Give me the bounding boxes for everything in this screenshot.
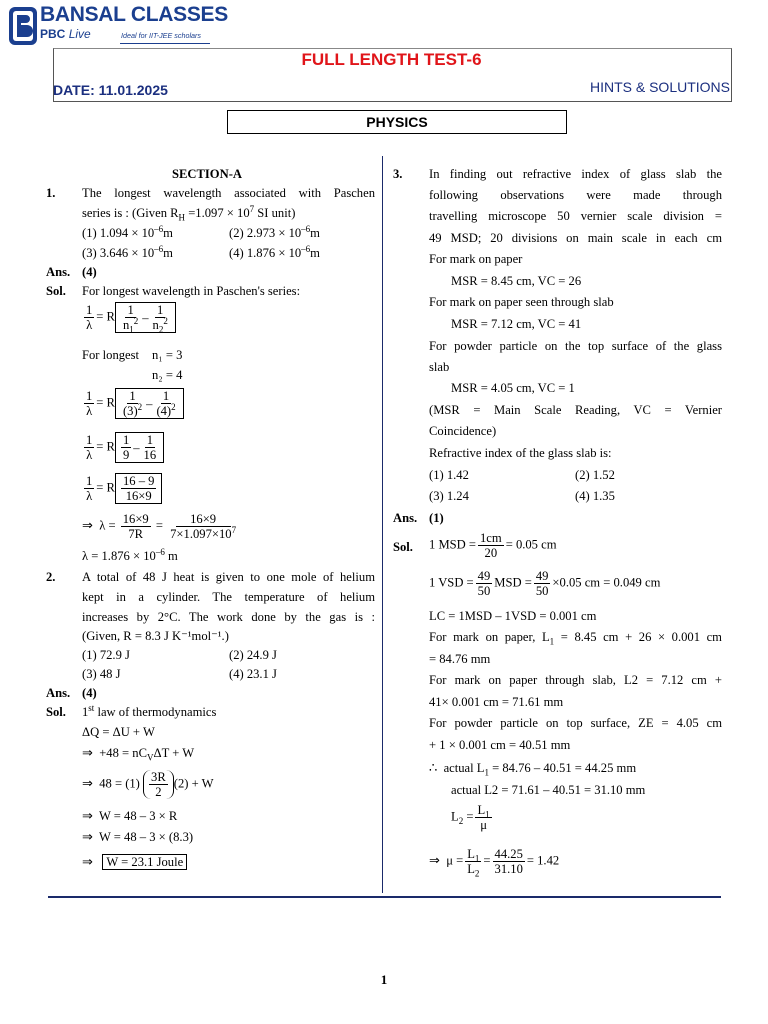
solution-text: 1st law of thermodynamics bbox=[82, 702, 217, 719]
question-text: In finding out refractive index of glass slab the bbox=[429, 167, 722, 181]
brand-subname: PBC Live bbox=[40, 27, 91, 41]
answer-label: Ans. bbox=[46, 265, 71, 279]
question-text: Refractive index of the glass slab is: bbox=[429, 446, 612, 460]
brand-underline bbox=[120, 43, 210, 44]
option-2: (2) 24.9 J bbox=[229, 648, 277, 662]
question-text: slab bbox=[429, 360, 450, 374]
option-1: (1) $1.094 \times 10^{-6}m$ bbox=[82, 223, 173, 240]
answer-label: Ans. bbox=[46, 686, 71, 700]
solution-text: ∴ actual $L_1 = 84.76 - 40.51 = 44.25$ mm bbox=[429, 761, 637, 778]
test-date: DATE: 11.01.2025 bbox=[53, 82, 168, 98]
solution-label: Sol. bbox=[393, 540, 413, 554]
subject-title: PHYSICS bbox=[227, 110, 567, 134]
equation: ⇒ W = 48 – 3 × (8.3) bbox=[82, 830, 194, 845]
option-3: (3) 1.24 bbox=[429, 489, 469, 503]
solution-text: 41× 0.001 cm = 71.61 mm bbox=[429, 695, 564, 709]
equation: ΔQ = ΔU + W bbox=[82, 725, 155, 739]
final-answer: ⇒ W = 23.1 Joule bbox=[82, 854, 187, 871]
footer-rule bbox=[48, 896, 721, 898]
solution-text: For powder particle on top surface, ZE = 4.05 cm bbox=[429, 716, 722, 730]
question-text: increases by 2°C. The work done by the gas is : bbox=[82, 610, 375, 624]
equation: LC = 1MSD – 1VSD = 0.001 cm bbox=[429, 609, 597, 623]
question-text: MSR = 4.05 cm, VC = 1 bbox=[451, 381, 575, 395]
equation: ⇒ λ = $\frac{16\times 9}{7R}$ = $\frac{16\times 9}{7\times 1.097\times 10^7}$ bbox=[82, 512, 237, 541]
solution-text: actual L2 = 71.61 – 40.51 = 31.10 mm bbox=[451, 783, 646, 797]
equation: ⇒ W = 48 – 3 × R bbox=[82, 809, 178, 824]
question-text: (MSR = Main Scale Reading, VC = Vernier bbox=[429, 403, 722, 417]
solution-label: Sol. bbox=[46, 705, 66, 719]
answer-label: Ans. bbox=[393, 511, 418, 525]
hints-label: HINTS & SOLUTIONS bbox=[589, 79, 730, 95]
rydberg-formula: $\frac{1}{\lambda}$ = R $\frac{1}{n_1^2}$ – $\frac{1}{n_2^2}$ bbox=[82, 302, 176, 333]
option-1: (1) 1.42 bbox=[429, 468, 469, 482]
answer-value: (1) bbox=[429, 511, 444, 525]
question-text: For powder particle on the top surface of the glass bbox=[429, 339, 722, 353]
question-text: A total of 48 J heat is given to one mole of helium bbox=[82, 570, 375, 584]
equation: ⇒ $+48 = nC_V\Delta T + W$ bbox=[82, 746, 195, 763]
question-text: (Given, R = 8.3 J K⁻¹mol⁻¹.) bbox=[82, 629, 229, 643]
option-3: (3) $3.646 \times 10^{-6}m$ bbox=[82, 243, 173, 260]
answer-value: (4) bbox=[82, 686, 97, 700]
option-2: (2) $2.973 \times 10^{-6}m$ bbox=[229, 223, 320, 240]
solution-text: n₂ = 4 bbox=[152, 368, 183, 382]
question-number: 3. bbox=[393, 167, 403, 181]
equation: ⇒ 48 = (1) $\frac{3R}{2}$ (2) + W bbox=[82, 770, 214, 799]
question-text: MSR = 7.12 cm, VC = 41 bbox=[451, 317, 582, 331]
option-4: (4) 23.1 J bbox=[229, 667, 277, 681]
test-title: FULL LENGTH TEST-6 bbox=[301, 50, 482, 69]
brand-tagline: Ideal for IIT-JEE scholars bbox=[121, 31, 202, 40]
solution-text: For mark on paper, $L_1 = 8.45$ cm + 26 × 0.001 cm bbox=[429, 630, 722, 647]
solution-label: Sol. bbox=[46, 284, 66, 298]
question-text: following observations were made through bbox=[429, 188, 722, 202]
solution-text: = 84.76 mm bbox=[429, 652, 491, 666]
question-text: The longest wavelength associated with Paschen bbox=[82, 186, 375, 200]
question-text: kept in a cylinder. The temperature of helium bbox=[82, 590, 375, 604]
equation: 1 VSD = $\frac{49}{50}$ MSD = $\frac{49}{50}$ ×0.05 cm = 0.049 cm bbox=[429, 569, 661, 598]
section-heading: SECTION-A bbox=[172, 167, 242, 181]
equation: $\frac{1}{\lambda}$ = R $\frac{16 - 9}{16\times 9}$ bbox=[82, 473, 162, 504]
page-number: 1 bbox=[380, 972, 388, 987]
logo-emblem-icon bbox=[8, 6, 38, 46]
option-4: (4) $1.876 \times 10^{-6}m$ bbox=[229, 243, 320, 260]
column-divider bbox=[382, 156, 383, 893]
final-answer: ⇒ μ = $\frac{L_1}{L_2}$ = $\frac{44.25}{31.10}$ = 1.42 bbox=[429, 847, 560, 879]
question-text: 49 MSD; 20 divisions on main scale in each cm bbox=[429, 231, 722, 245]
solution-text: n₁ = 3 bbox=[152, 348, 183, 362]
option-3: (3) 48 J bbox=[82, 667, 121, 681]
solution-text: For mark on paper through slab, L2 = 7.12 cm + bbox=[429, 673, 722, 687]
answer-value: (4) bbox=[82, 265, 97, 279]
final-answer: $\lambda = 1.876 \times 10^{-6}$ m bbox=[82, 546, 178, 563]
question-text: For mark on paper bbox=[429, 252, 523, 266]
solution-text: For longest wavelength in Paschen's series: bbox=[82, 284, 301, 298]
option-4: (4) 1.35 bbox=[575, 489, 615, 503]
solution-text: For longest bbox=[82, 348, 140, 362]
question-text: series is : (Given $R_H =1.097 \times 10^7$ SI unit) bbox=[82, 203, 296, 223]
equation: $\frac{1}{\lambda}$ = R $\frac{1}{9}$ – $\frac{1}{16}$ bbox=[82, 432, 164, 463]
question-text: travelling microscope 50 vernier scale division = bbox=[429, 209, 722, 223]
equation: $\frac{1}{\lambda}$ = R $\frac{1}{(3)^2}$ – $\frac{1}{(4)^2}$ bbox=[82, 388, 184, 419]
question-text: MSR = 8.45 cm, VC = 26 bbox=[451, 274, 582, 288]
question-text: Coincidence) bbox=[429, 424, 497, 438]
question-number: 1. bbox=[46, 186, 56, 200]
equation: $L_2$ = $\frac{L_1}{\mu}$ bbox=[451, 803, 490, 832]
option-2: (2) 1.52 bbox=[575, 468, 615, 482]
brand-name: BANSAL CLASSES bbox=[40, 3, 228, 26]
equation: 1 MSD = $\frac{1cm}{20}$ = 0.05 cm bbox=[429, 531, 557, 560]
option-1: (1) 72.9 J bbox=[82, 648, 130, 662]
solution-text: + 1 × 0.001 cm = 40.51 mm bbox=[429, 738, 571, 752]
question-text: For mark on paper seen through slab bbox=[429, 295, 614, 309]
question-number: 2. bbox=[46, 570, 56, 584]
